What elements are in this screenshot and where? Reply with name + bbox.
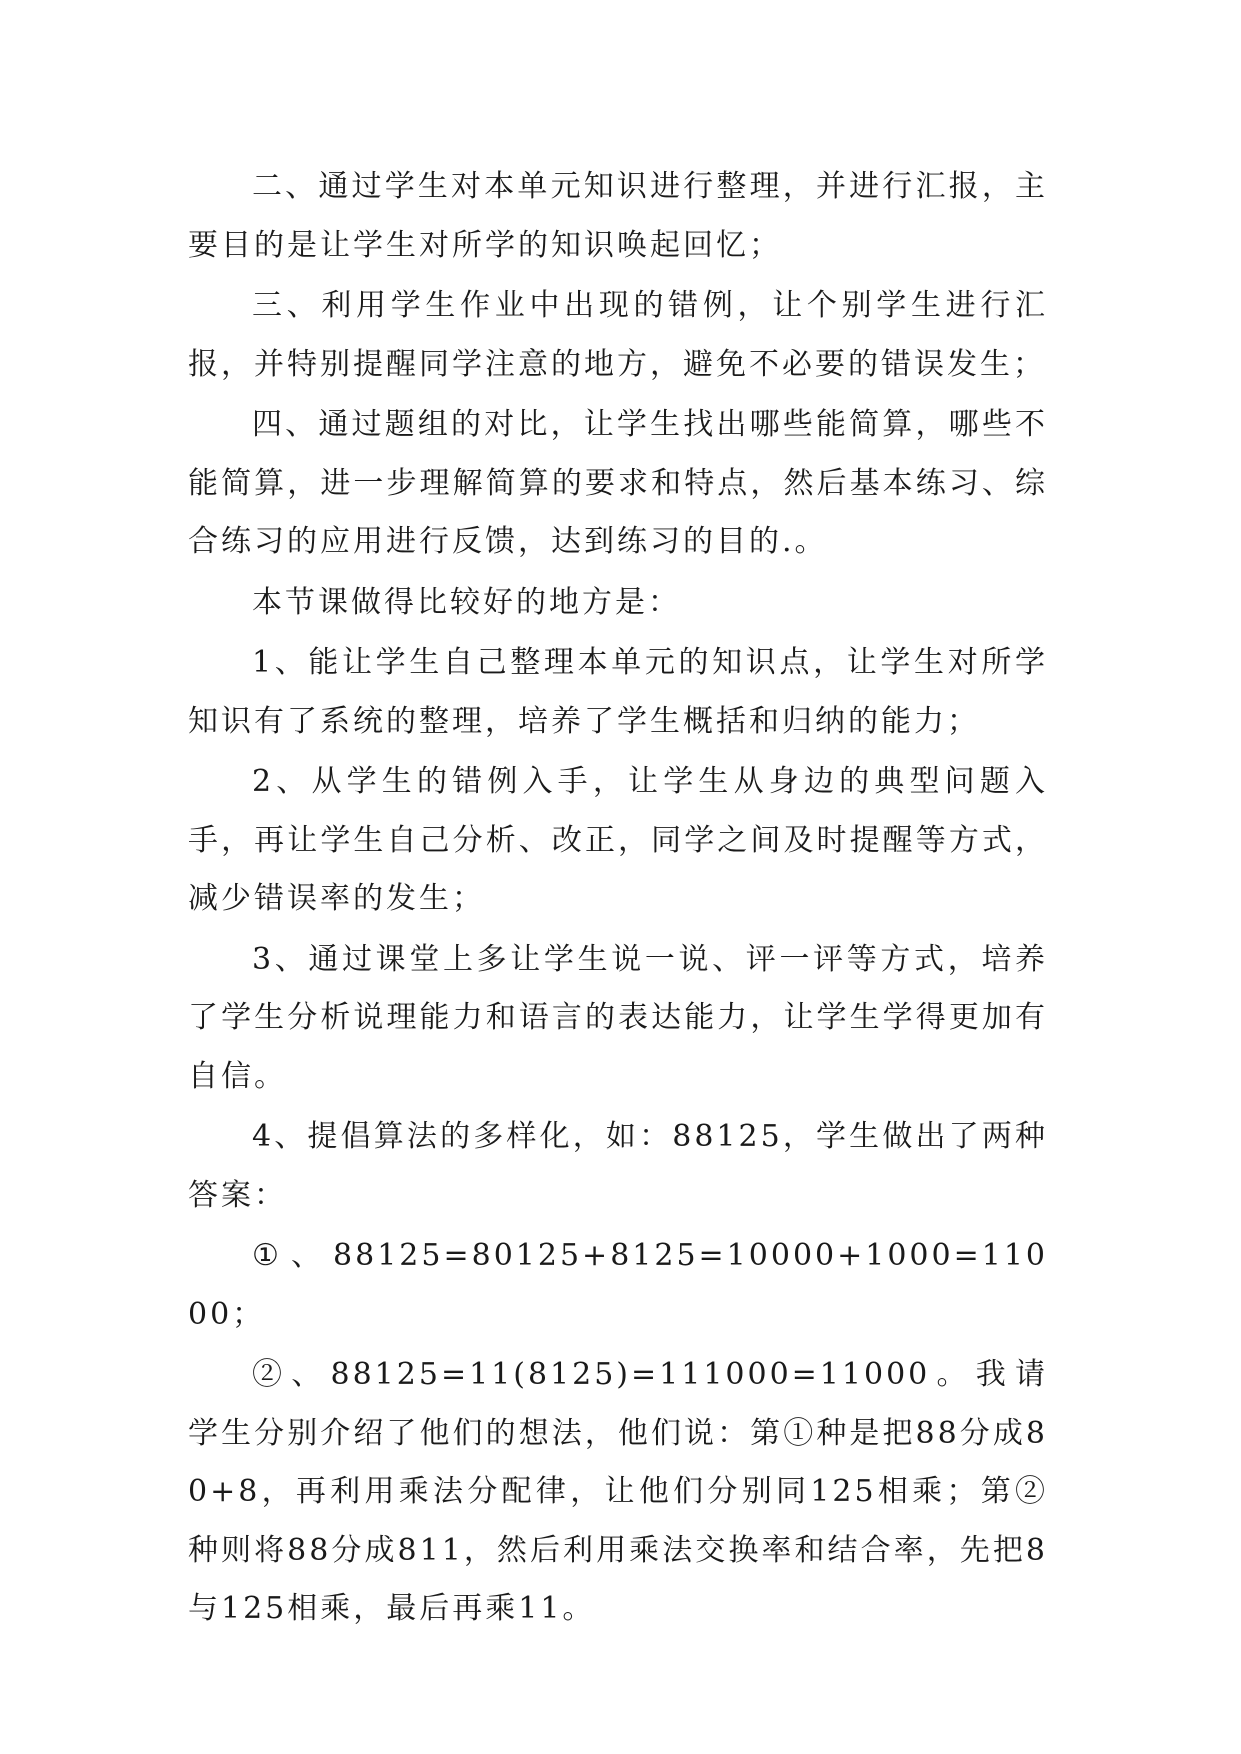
document-body [188,158,1048,1641]
paragraph-method-1: ①、88125=80125+8125=10000+1000=11000； [188,1238,1048,1332]
paragraph-strength-2: 2、从学生的错例入手，让学生从身边的典型问题入手，再让学生自己分析、改正，同学之间及时提醒等方式，减少错误率的发生； [188,764,1048,916]
paragraph-strength-4: 4、提倡算法的多样化，如：88125，学生做出了两种答案： [188,1119,1048,1213]
paragraph-point-three: 三、利用学生作业中出现的错例，让个别学生进行汇报，并特别提醒同学注意的地方，避免不必要的错误发生； [188,288,1048,382]
paragraph-point-two: 二、通过学生对本单元知识进行整理，并进行汇报，主要目的是让学生对所学的知识唤起回忆； [188,169,1048,263]
paragraph-strengths-intro: 本节课做得比较好的地方是： [252,584,681,620]
paragraph-strength-3: 3、通过课堂上多让学生说一说、评一评等方式，培养了学生分析说理能力和语言的表达能力，让学生学得更加有自信。 [188,941,1048,1094]
paragraph-strength-1: 1、能让学生自己整理本单元的知识点，让学生对所学知识有了系统的整理，培养了学生概括和归纳的能力； [188,645,1048,739]
paragraph-point-four: 四、通过题组的对比，让学生找出哪些能简算，哪些不能简算，进一步理解简算的要求和特点，然后基本练习、综合练习的应用进行反馈，达到练习的目的.。 [188,407,1048,559]
paragraph-method-2: ②、88125=11(8125)=111000=11000。我请学生分别介绍了他们的想法，他们说：第①种是把88分成80+8，再利用乘法分配律，让他们分别同125相乘；第②种则将88分成811，然后利用乘法交换率和结合率，先把8与125相乘，最后再乘11。 [188,1357,1048,1626]
